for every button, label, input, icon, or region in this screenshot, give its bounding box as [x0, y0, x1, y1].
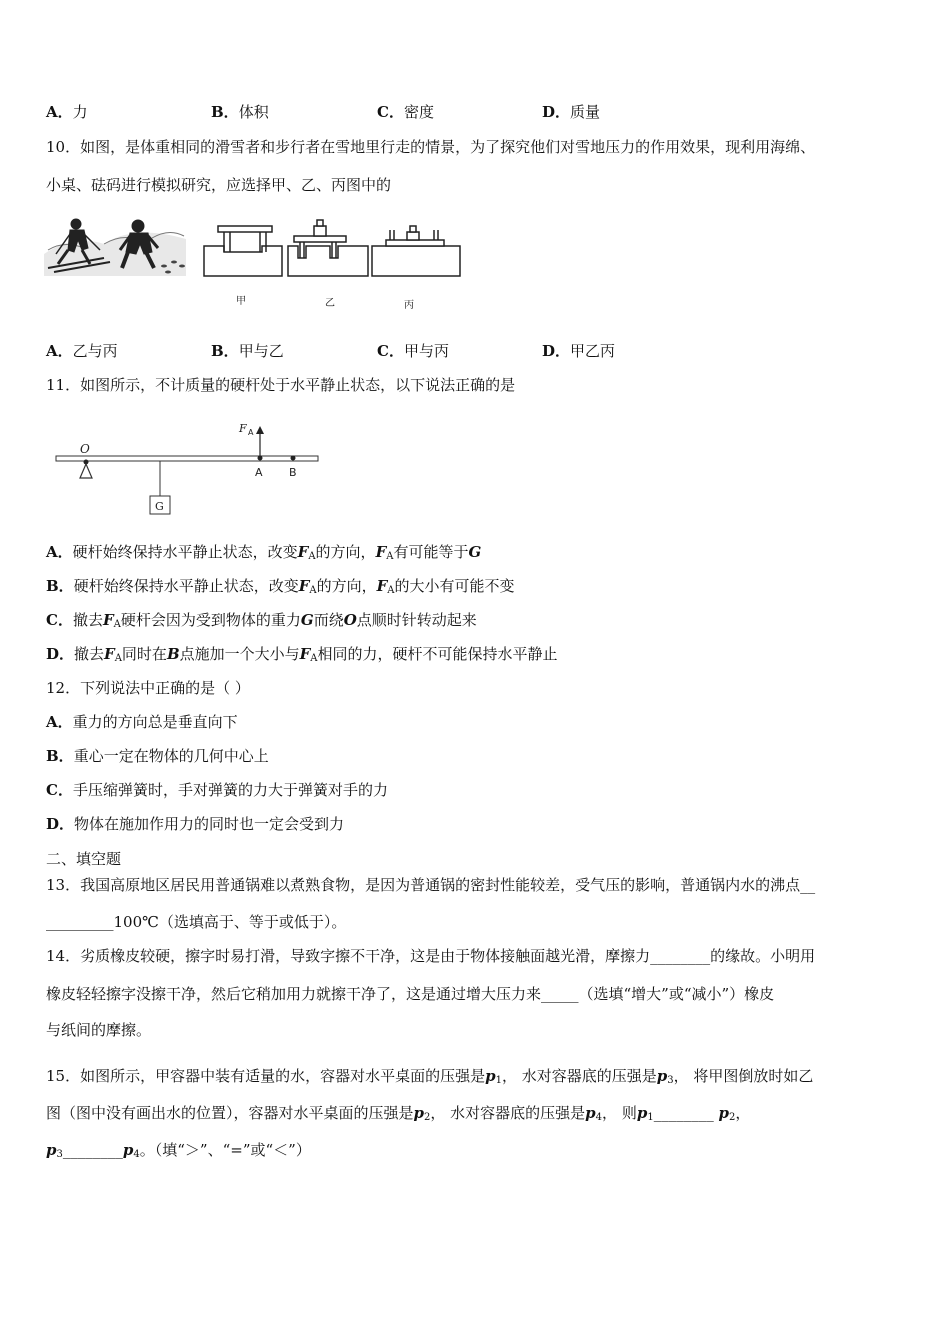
q12-option-c: C．手压缩弹簧时，手对弹簧的力大于弹簧对手的力	[46, 781, 388, 799]
label-a: A	[255, 466, 263, 479]
q15-line1: 15．如图所示，甲容器中装有适量的水，容器对水平桌面的压强是$p_1$， 水对容器底的压强是$p_3$， 将甲图倒放时如乙	[46, 1067, 814, 1086]
point-b	[291, 456, 296, 461]
q12-option-a: A．重力的方向总是垂直向下	[46, 713, 238, 731]
q11-stem: 11．如图所示，不计质量的硬杆处于水平静止状态，以下说法正确的是	[46, 376, 516, 394]
q13-line2: _________100℃（选填高于、等于或低于）。	[46, 913, 347, 931]
label-o: O	[80, 442, 90, 456]
caption-yi: 乙	[325, 298, 335, 309]
label-f-sub: A	[248, 428, 254, 437]
q11-option-d: D．撤去$F_A$同时在B点施加一个大小与$F_A$相同的力，硬杆不可能保持水平静止	[46, 645, 558, 664]
section-fill-in-title: 二、填空题	[46, 850, 122, 868]
q11-option-b: B．硬杆始终保持水平静止状态，改变$F_A$的方向，$F_A$的大小有可能不变	[46, 577, 515, 596]
q10-option-d: D．甲乙丙	[542, 342, 616, 360]
point-a	[258, 456, 263, 461]
q13-blank[interactable]: _________	[46, 913, 114, 931]
sponge-table-figures	[202, 212, 464, 278]
label-f: F	[239, 422, 247, 435]
q12-stem: 12．下列说法中正确的是（ ）	[46, 679, 250, 697]
q11-option-c: C．撤去$F_A$硬杆会因为受到物体的重力G而绕O点顺时针转动起来	[46, 611, 477, 630]
lever-diagram	[52, 416, 324, 520]
q15-line3: $p_3\_\_\_\_\_\_\_\_p_4$。（填“＞”、“=”或“＜”）	[46, 1141, 311, 1160]
q14-line2: 橡皮轻轻擦字没擦干净，然后它稍加用力就擦干净了，这是通过增大压力来_____（选填“增大”或“减小”）橡皮	[46, 985, 775, 1003]
q9-option-d: D．质量	[542, 103, 601, 121]
caption-jia: 甲	[236, 296, 246, 307]
label-g: G	[155, 500, 164, 513]
q14-line1: 14．劣质橡皮较硬，擦字时易打滑，导致字擦不干净，这是由于物体接触面越光滑，摩擦力________的缘故。小明用	[46, 947, 816, 965]
q10-option-c: C．甲与丙	[377, 342, 449, 360]
q9-option-c: C．密度	[377, 103, 434, 121]
q10-option-a: A．乙与丙	[46, 342, 118, 360]
q10-option-b: B．甲与乙	[211, 342, 284, 360]
q10-stem-line1: 10．如图，是体重相同的滑雪者和步行者在雪地里行走的情景，为了探究他们对雪地压力的作用效果，现利用海绵、	[46, 138, 816, 156]
q13-line1: 13．我国高原地区居民用普通锅难以煮熟食物，是因为普通锅的密封性能较差，受气压的影响，普通锅内水的沸点__	[46, 876, 816, 894]
q15-line2: 图（图中没有画出水的位置），容器对水平桌面的压强是$p_2$， 水对容器底的压强是$p_4$， 则$p_1\_\_\_\_\_\_\_\_$ $p_2$，	[46, 1104, 751, 1123]
fulcrum-icon	[80, 464, 92, 478]
q12-option-d: D．物体在施加作用力的同时也一定会受到力	[46, 815, 345, 833]
q11-option-a: A．硬杆始终保持水平静止状态，改变$F_A$的方向，$F_A$有可能等于G	[46, 543, 482, 562]
q15-blank-1[interactable]: ________	[653, 1104, 714, 1122]
q9-option-b: B．体积	[211, 103, 269, 121]
q10-stem-line2: 小桌、砝码进行模拟研究，应选择甲、乙、丙图中的	[46, 176, 392, 194]
q14-line3: 与纸间的摩擦。	[46, 1021, 152, 1039]
label-b: B	[289, 466, 297, 479]
force-arrow-icon	[256, 426, 264, 434]
q12-option-b: B．重心一定在物体的几何中心上	[46, 747, 269, 765]
caption-bing: 丙	[404, 300, 414, 311]
q9-option-a: A．力	[46, 103, 88, 121]
q15-blank-2[interactable]: ________	[62, 1141, 123, 1159]
skier-walker-illustration	[44, 214, 186, 276]
